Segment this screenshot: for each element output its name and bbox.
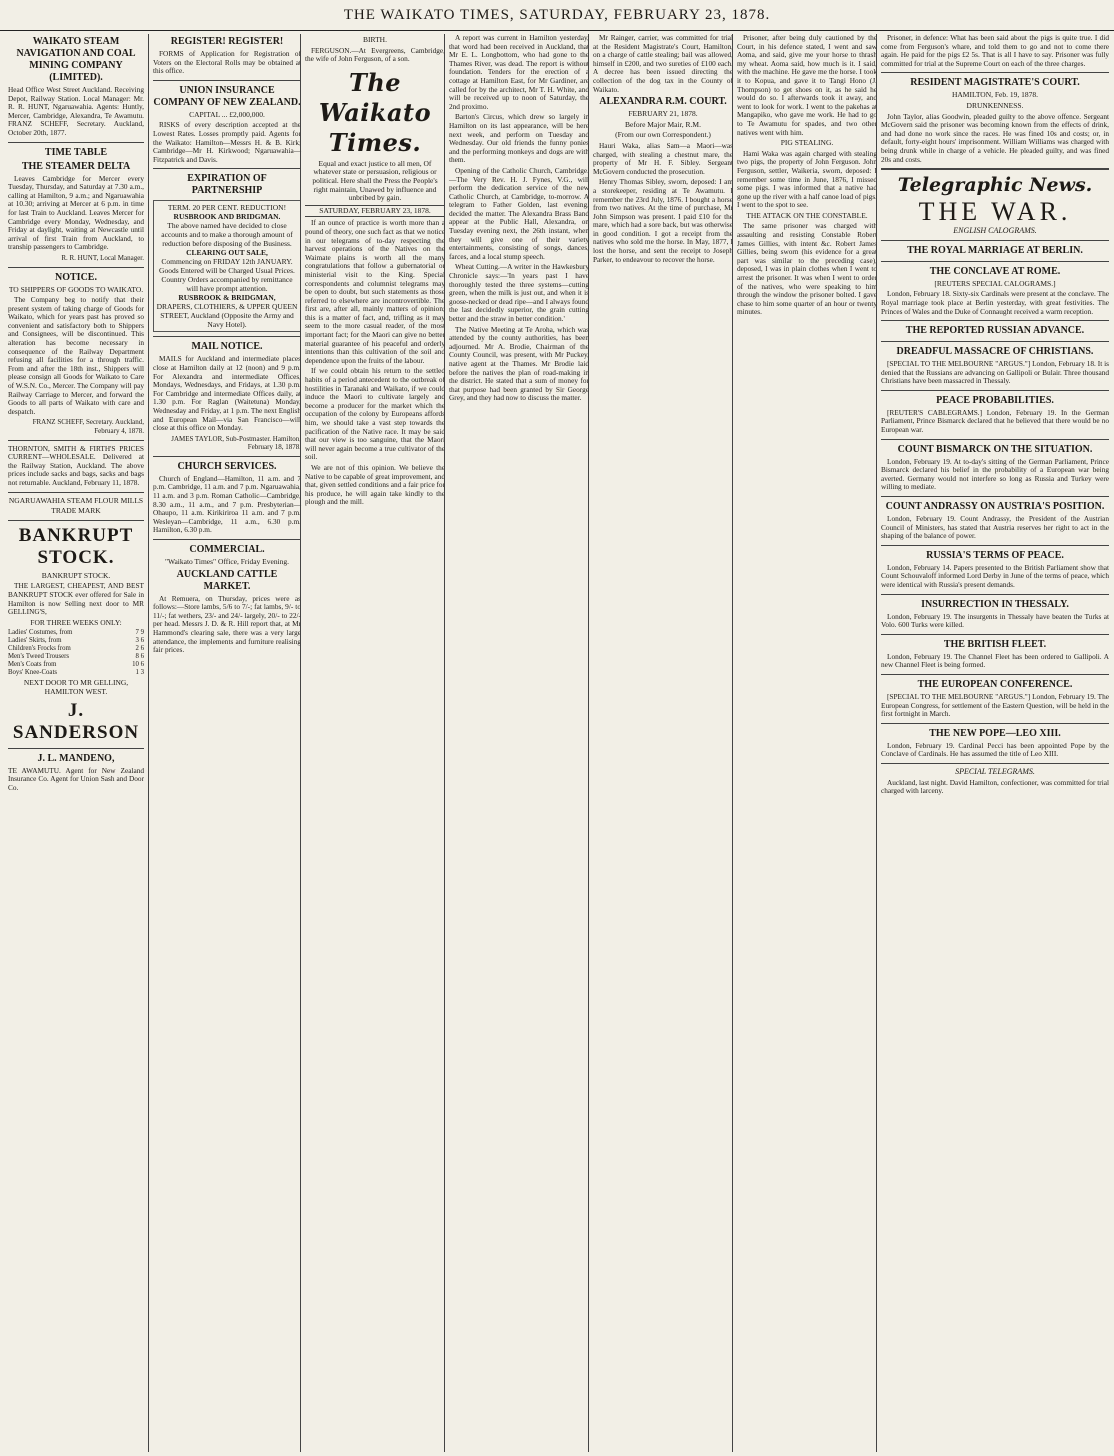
royal-marriage-heading: THE ROYAL MARRIAGE AT BERLIN. <box>907 244 1083 256</box>
insurance-text: RISKS of every description accepted at the Lowest Rates. Losses promptly paid. Agents for the Waikato: Hamilton—Messrs H. & B. Kirk; Cambridge—Mr H. Kirkwood; Ngaruawahia—Fitzpatrick and Davis. <box>153 120 301 164</box>
resident-court-date: HAMILTON, Feb. 19, 1878. <box>951 90 1039 100</box>
conference-heading: THE EUROPEAN CONFERENCE. <box>917 678 1073 690</box>
steam-nav-heading: WAIKATO STEAM NAVIGATION AND COAL MINING COMPANY (LIMITED). <box>16 36 136 83</box>
price-table <box>8 629 144 677</box>
column-1 <box>8 34 148 1452</box>
ad-address: DRAPERS, CLOTHIERS, & UPPER QUEEN STREET, Auckland (Opposite the Army and Navy Hotel). <box>156 302 298 330</box>
news-4: Wheat Cutting.—A writer in the Hawkesbury Chronicle says:—'In years past I have thoroughly tested the three systems—cutting green, when the milk is just out, and when it is goose-necked or dead ripe—and I always found the last decidedly superior, the grain cutting better and the straw in better condition.' <box>449 262 589 323</box>
attack-heading: THE ATTACK ON THE CONSTABLE. <box>746 210 868 220</box>
insurance-heading: UNION INSURANCE COMPANY OF NEW ZEALAND. <box>153 84 301 108</box>
divider <box>881 320 1109 321</box>
court-text-5: The same prisoner was charged with assaulting and resisting Constable Robert James Gillies, with intent &c. Robert James Gillies, being sworn (his evidence for a great part was similar to the preceding case), deposed, I was in plain clothes when I went to arrest the prisoner. It was when I went to order of the natives, who were speaking to him through the window the prisoner bolted. I gave chase to him some quarter of an hour or twenty minutes. <box>737 221 877 317</box>
editorial-3: We are not of this opinion. We believe the Native to be capable of great improvement, and that, given settled conditions and a fair price for his produce, he will again take kindly to the plough and the mill. <box>305 462 446 507</box>
rusbrook-ad <box>153 200 301 332</box>
divider <box>8 520 144 521</box>
church-heading: CHURCH SERVICES. <box>177 460 277 472</box>
flour-mills-heading: NGARUAWAHIA STEAM FLOUR MILLS <box>8 495 144 505</box>
trade-mark-label: TRADE MARK <box>51 506 101 516</box>
table-row: Children's Frocks from 2 6 <box>8 645 144 653</box>
russian-heading: THE REPORTED RUSSIAN ADVANCE. <box>905 325 1085 337</box>
table-row: Ladies' Costumes, from 7 9 <box>8 629 144 637</box>
delta-sig: R. R. HUNT, Local Manager. <box>61 253 144 262</box>
divider <box>881 261 1109 262</box>
andrassy-text: London, February 19. Count Andrassy, the President of the Austrian Council of Ministers, has stated that Austria reserves her right to act in the shaping of the balance of power. <box>881 514 1109 541</box>
court-text-6: Prisoner, in defence: What has been said about the pigs is quite true. I did come from Ferguson's whare, and told them to go and not to come there again. He paid for the pigs £2 5s. That is all I have to say. Prisoner was fully committed for trial at the Supreme Court on each of the three charges. <box>881 34 1109 68</box>
court-text-4: Hami Waka was again charged with stealing two pigs, the property of John Ferguson. John Ferguson, settler, Waikeria, sworn, deposed: I remember some time in June, 1876, I missed some pigs. I was informed that a native had gone up the river with a half canoe load of pigs. I went to the spot to see. <box>737 148 877 210</box>
resident-court-heading: RESIDENT MAGISTRATE'S COURT. <box>910 77 1080 89</box>
divider <box>153 336 301 337</box>
divider <box>8 748 144 749</box>
andrassy-heading: COUNT ANDRASSY ON AUSTRIA'S POSITION. <box>885 501 1105 513</box>
divider <box>881 545 1109 546</box>
divider <box>881 496 1109 497</box>
fleet-heading: THE BRITISH FLEET. <box>943 638 1047 650</box>
divider <box>881 634 1109 635</box>
conclave-heading: THE CONCLAVE AT ROME. <box>929 265 1061 277</box>
pope-heading: THE NEW POPE—LEO XIII. <box>929 727 1061 739</box>
court-before: Before Major Mair, R.M. <box>625 119 701 129</box>
commercial-sub: "Waikato Times" Office, Friday Evening. <box>164 557 290 567</box>
shippers-sig: FRANZ SCHEFF, Secretary. Auckland, February 4, 1878. <box>32 418 144 435</box>
register-text: FORMS of Application for Registration of Voters on the Electoral Rolls may be obtained at this office. <box>153 49 301 76</box>
divider <box>881 390 1109 391</box>
issue-date: SATURDAY, FEBRUARY 23, 1878. <box>305 205 445 218</box>
fleet-text: London, February 19. The Channel Fleet has been ordered to Gallipoli. A new Channel Fleet is being formed. <box>881 651 1109 670</box>
conclave-text: London, February 18. Sixty-six Cardinals were present at the conclave. The Royal marriage took place at Berlin yesterday, with great festivities. The Princes of Wales and the Duke of Connaught received a warm reception. <box>881 289 1109 316</box>
thessaly-text: London, February 19. The insurgents in Thessaly have beaten the Turks at Volo. 600 Turks were killed. <box>881 611 1109 630</box>
thornton-text: THORNTON, SMITH & FIRTH'S PRICES CURRENT—WHOLESALE. Delivered at the Railway Station, Auckland. The above prices include sacks and bags, sacks and bags not returnable. Auckland, February 11, 1878. <box>8 443 144 487</box>
news-3: Opening of the Catholic Church, Cambridge.—The Very Rev. H. J. Fynes, V.G., will perform the dedication service of the new Catholic Church, at Cambridge, to-morrow. A telegram to Father Golden, last evening, decided the matter. The Alexandra Brass Band appear at the Public Hall, Alexandra, on Tuesday evening next, the 26th instant, when they will give one of their variety entertainments, consisting of songs, dances, farces, and a local stump speech. <box>449 165 589 261</box>
court-heading: ALEXANDRA R.M. COURT. <box>599 96 727 108</box>
editorial-1: If an ounce of practice is worth more than a pound of theory, one such fact as that we notice in our telegrams of to-day respecting the harvest operations of the Natives on the Waimate plains is worth all the many congratulations that follow a gubernatorial or ministerial visit to the King. Special correspondents and columnist telegrams may be open to doubt, but such statements as those referred to elsewhere are incontrovertible. The first are, after all, mainly matters of opinion; this is a matter of fact, and, trifling as it may seem to the more casual reader, of the most important fact; for the Maori can give no better material guarantee of his peaceful and orderly intentions than this cultivation of the soil and dependence upon the fruits of the labour. <box>305 218 445 365</box>
divider <box>153 539 301 540</box>
bankrupt-sub: BANKRUPT STOCK. <box>41 570 111 580</box>
special-text: Auckland, last night. David Hamilton, confectioner, was committed for trial charged with larceny. <box>881 777 1109 796</box>
column-7 <box>876 34 1113 1452</box>
birth-text: FERGUSON.—At Evergreens, Cambridge, the wife of John Ferguson, of a son. <box>305 45 445 64</box>
news-2: Barton's Circus, which drew so largely in Hamilton on its last appearance, will be here next week, and perform on Tuesday and Wednesday. Our old friends the funny ponies and the performing monkeys and dogs are with them. <box>449 112 589 165</box>
bismarck-heading: COUNT BISMARCK ON THE SITUATION. <box>897 443 1093 455</box>
ad-goods: Goods Entered will be Charged Usual Prices. Country Orders accompanied by remittance will have prompt attention. <box>159 266 295 294</box>
birth-heading: BIRTH. <box>363 35 387 44</box>
divider <box>8 492 144 493</box>
ad-firm-2: RUSBROOK & BRIDGMAN, <box>178 293 276 303</box>
news-1: A report was current in Hamilton yesterday, that word had been received in Auckland, that Mr E. L. Longbottom, who had gone to the Thames River, was dead. The report is without foundation. Tenders for the erection of a cottage at Hamilton East, for Mr Gardiner, are called for by the architect, Mr T. H. White, and will be received up to noon of Saturday, the 2nd proximo. <box>449 34 589 111</box>
divider <box>881 723 1109 724</box>
register-heading: REGISTER! REGISTER! <box>170 36 284 47</box>
cattle-heading: AUCKLAND CATTLE MARKET. <box>176 568 278 592</box>
court-text-1: Hauri Waka, alias Sam—a Maori—was charged, with stealing a chestnut mare, the property of Mr H. F. Sibley. Sergeant McGovern conducted the prosecution. <box>593 140 733 176</box>
columns <box>8 34 1109 1452</box>
table-row: Boys' Knee-Coats 1 3 <box>8 669 144 677</box>
three-weeks-label: FOR THREE WEEKS ONLY: <box>30 617 122 627</box>
masthead <box>0 0 1114 31</box>
bankrupt-heading: BANKRUPT STOCK. <box>18 524 134 568</box>
conference-text: [SPECIAL TO THE MELBOURNE "ARGUS."] London, February 19. The European Congress, for settlement of the Eastern Question, will be held in the first fortnight in March. <box>881 691 1109 719</box>
motto: Equal and exact justice to all men, Of whatever state or persuasion, religious or political. Here shall the Press the People's right maintain, Unawed by influence and unbribed by gain. <box>312 158 438 203</box>
table-row: Men's Tweed Trousers 8 6 <box>8 653 144 661</box>
ad-clearing: CLEARING OUT SALE, <box>186 248 268 258</box>
ad-discount: TERM. 20 PER CENT. REDUCTION! <box>167 203 287 213</box>
column-4 <box>444 34 593 1452</box>
cattle-text: At Remuera, on Thursday, prices were as follows:—Store lambs, 5/6 to 7/-; fat lambs, 9/- to 11/-; fat wethers, 23/- and 24/- largely, 20/- to 22/- per head. Messrs J. D. & R. Hill report that, at Mr Hammond's clearing sale, there was a very large attendance, the implements and furniture realising fair prices. <box>153 593 301 655</box>
news-5: The Native Meeting at Te Aroha, which was attended by the county authorities, has been adjourned. Mr A. Brodie, Chairman of the County Council, was present, with Mr Puckey, native agent at the Thames. Mr Brodie laid before the natives the plan of road-making in the district. He stated that a sum of money for that purpose had been granted by Sir George Grey, and they had now to discuss the matter. <box>449 324 589 403</box>
editorial-2: If we could obtain his return to the settled habits of a period antecedent to the outbreak of hostilities in Taranaki and Waikato, if we could induce the Maori to cultivate largely and become a producer for the market which the occupation of the colony by Europeans affords him, we should take a vast step towards the pacification of the Native race. It may be said that our view is too sanguine, that the Maori will never again become a true cultivator of the soil. <box>305 366 445 462</box>
resident-text: John Taylor, alias Goodwin, pleaded guilty to the above offence. Sergeant McGovern said the prisoner was becoming known from the effects of drink, and had done no work since the races. He was fined 10s and costs; or, in default, forty-eight hours' imprisonment. William Williams was charged with being drunk while in charge of a vehicle. He pleaded guilty, and was fined 20s and costs. <box>881 111 1109 164</box>
divider <box>153 456 301 457</box>
peace-heading: PEACE PROBABILITIES. <box>936 394 1054 406</box>
pig-stealing-heading: PIG STEALING. <box>780 138 834 148</box>
partnership-heading: EXPIRATION OF PARTNERSHIP <box>187 173 267 197</box>
peace-text: [REUTER'S CABLEGRAMS.] London, February 19. In the German Parliament, Prince Bismarck declared that he believed that there would be no European war. <box>881 407 1109 435</box>
ad-firm: RUSBROOK AND BRIDGMAN. <box>173 212 281 222</box>
court-correspondent: (From our own Correspondent.) <box>615 130 711 140</box>
drunkenness-heading: DRUNKENNESS. <box>966 100 1024 110</box>
divider <box>881 439 1109 440</box>
divider <box>8 142 144 143</box>
pope-text: London, February 19. Cardinal Pecci has been appointed Pope by the Conclave of Cardinals. He has assumed the title of Leo XIII. <box>881 740 1109 759</box>
russia-terms-heading: RUSSIA'S TERMS OF PEACE. <box>926 549 1064 561</box>
divider <box>881 594 1109 595</box>
divider <box>881 168 1109 170</box>
special-telegrams: SPECIAL TELEGRAMS. <box>955 766 1035 776</box>
divider <box>881 72 1109 73</box>
divider <box>881 240 1109 241</box>
court-text-3: Prisoner, after being duly cautioned by the Court, in his defence stated, I went and saw Aoma, and said, give me your horse to thrash my wheat. Aoma said, how much is it. I said, with the machine. He gave me the horse. I took it to Kopua, and gave it to Tangi Hono (J. Thompson) to get shoes on it, as he said he would do so. I afterwards took it away, and went to look for work. I went to the pakehas at Mangapiko, who gave me work. He had to go to Te Awamutu for spades, and two other natives went with him. <box>737 34 877 137</box>
delta-heading: THE STEAMER DELTA <box>21 160 131 172</box>
news-6: Mr Rainger, carrier, was committed for trial at the Resident Magistrate's Court, Hamilton, on a charge of cattle stealing; bail was allowed, himself in £200, and two sureties of £100 each. A decree has been issued directing the collection of the dog tax in the County of Waikato. <box>593 34 733 94</box>
notice-heading: NOTICE. <box>55 271 97 283</box>
steam-nav-text: Head Office West Street Auckland. Receiving Depot, Railway Station. Local Manager: Mr. R. R. HUNT, Ngaruawahia. Agents: Huntly, Mercer, Cambridge, Alexandra, Te Awamutu. FRANZ SCHEFF, Secretary. Auckland, October 20th, 1877. <box>8 85 144 137</box>
divider <box>8 267 144 268</box>
thessaly-heading: INSURRECTION IN THESSALY. <box>921 598 1069 610</box>
court-text-2: Henry Thomas Sibley, sworn, deposed: I am a storekeeper, residing at Te Awamutu. I remember the 23rd July, 1876. I bought a horse from two natives. At the time of purchase, Mr John Simpson was present. I paid £10 for the mare, which had a sore back, but was otherwise in good condition. I got a receipt from the natives who sold me the horse. In May, 1877, I lost the horse, and sent the receipt to Joseph Parker, to endeavour to recover the horse. <box>593 177 733 264</box>
column-2 <box>148 34 305 1452</box>
mail-sig: JAMES TAYLOR, Sub-Postmaster. Hamilton, February 18, 1878. <box>171 434 301 452</box>
ad-commencing: Commencing on FRIDAY 12th JANUARY. <box>161 257 293 267</box>
russia-terms-text: London, February 14. Papers presented to the British Parliament show that Count Schouvaloff informed Lord Derby in June of the terms of peace, which were identical with Russia's present demands. <box>881 562 1109 589</box>
shippers-heading: TO SHIPPERS OF GOODS TO WAIKATO. <box>8 284 144 294</box>
reuters-label: [REUTERS SPECIAL CALOGRAMS.] <box>934 278 1056 288</box>
court-date: FEBRUARY 21, 1878. <box>628 109 698 119</box>
ad-body: The above named have decided to close accounts and to make a thorough amount of reduction before disposing of the Business. <box>161 221 293 249</box>
mail-text: MAILS for Auckland and intermediate places close at Hamilton daily at 12 (noon) and 9 p.m. For Alexandra and intermediate Offices, Mondays, Wednesdays, and Fridays, at 1.30 p.m. For Cambridge and intermediate Offices daily, at 1.30 p.m. For Raglan (Waitetuna) Monday, Wednesday and Friday, at 1 p.m. The next English and European Mail—via San Francisco—will close at this office on Monday. <box>153 354 301 433</box>
commercial-heading: COMMERCIAL. <box>189 544 265 556</box>
capital-line: CAPITAL ... £2,000,000. <box>189 109 265 119</box>
table-row: Men's Coats from 10 6 <box>8 661 144 669</box>
divider <box>153 80 301 81</box>
column-6 <box>732 34 881 1452</box>
divider <box>881 341 1109 342</box>
column-3 <box>300 34 449 1452</box>
english-calograms: ENGLISH CALOGRAMS. <box>953 226 1037 236</box>
divider <box>881 674 1109 675</box>
telegraphic-news-heading: Telegraphic News. <box>897 174 1093 197</box>
next-door: NEXT DOOR TO MR GELLING, HAMILTON WEST. <box>23 678 129 696</box>
bismarck-text: London, February 19. At to-day's sitting of the German Parliament, Prince Bismarck declared his belief in the probability of a European war being averted. Germany would not interfere so long as Russia and Turkey were willing to mediate. <box>881 456 1109 492</box>
mail-heading: MAIL NOTICE. <box>191 341 263 353</box>
sanderson-heading: J. SANDERSON <box>12 699 140 743</box>
bankrupt-text: THE LARGEST, CHEAPEST, AND BEST BANKRUPT STOCK ever offered for Sale in Hamilton is now Selling next door to MR GELLING'S, <box>8 581 144 617</box>
column-5 <box>588 34 737 1452</box>
divider <box>8 440 144 441</box>
massacre-heading: DREADFUL MASSACRE OF CHRISTIANS. <box>896 346 1094 358</box>
mandeno-heading: J. L. MANDENO, <box>37 752 115 764</box>
shippers-text: The Company beg to notify that their present system of taking charge of Goods for Waikato, which for years past has proved so convenient and satisfactory both to Shippers and Consignees, will be discontinued. This alteration has become necessary in consequence of the Railway Department refusing all facilities for a through traffic. From and after the 18th inst., Shippers will please consign all Goods for Waikato to Care of W.S.N. Co., Mercer. The Company will pay Railway Carriage to Mercer, and forward the Goods to all parts of Waikato with care and despatch. <box>8 295 144 416</box>
newspaper-nameplate: The Waikato Times. <box>318 67 432 157</box>
divider <box>881 763 1109 764</box>
table-row: Ladies' Skirts, from 3 6 <box>8 637 144 645</box>
mandeno-text: TE AWAMUTU. Agent for New Zealand Insurance Co. Agent for Union Sash and Door Co. <box>8 765 144 792</box>
divider <box>153 168 301 169</box>
war-heading: THE WAR. <box>918 197 1072 227</box>
masthead-title: THE WAIKATO TIMES, SATURDAY, FEBRUARY 23, 1878. <box>343 7 771 23</box>
delta-text: Leaves Cambridge for Mercer every Tuesday, Thursday, and Saturday at 7.30 a.m., calling at Hamilton, 9 a.m.; and Ngaruawahia at 10.30; arriving at Mercer at 6 p.m. in time for last Train to Auckland. Leaves Mercer for Cambridge every Monday, Wednesday, and Friday at daylight, waiting at Newcastle until arrival of first Train from Auckland, to tranship passengers to Cambridge. <box>8 173 144 252</box>
massacre-text: [SPECIAL TO THE MELBOURNE "ARGUS."] London, February 18. It is denied that the Russians are advancing on Gallipoli or Bulair. Three thousand Christians have been massacred in Thessaly. <box>881 359 1109 386</box>
church-text: Church of England—Hamilton, 11 a.m. and 7 p.m. Cambridge, 11 a.m. and 7 p.m. Ngaruawahia, 11 a.m. and 3 p.m. Roman Catholic—Cambridge, 8.30 a.m., 11 a.m., and 7 p.m. Presbyterian—Ohaupo, 11 a.m. Kirikiriroa 11 a.m. and 7 p.m. Wesleyan—Cambridge, 11 a.m., 6.30 p.m. Hamilton, 6.30 p.m. <box>153 473 301 535</box>
timetable-heading: TIME TABLE <box>44 146 108 158</box>
